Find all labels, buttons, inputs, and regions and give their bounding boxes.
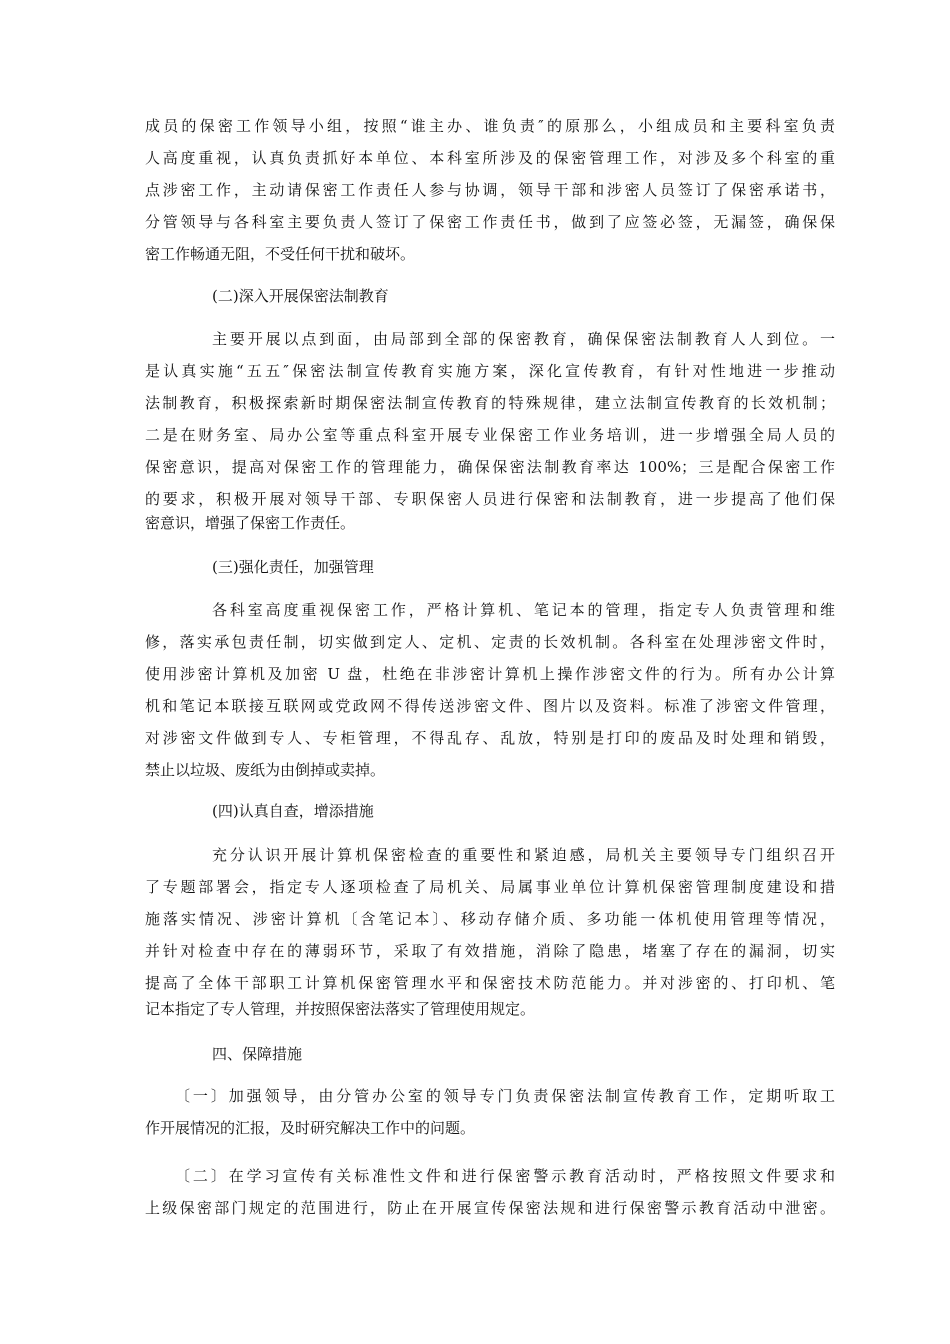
body-text-line: 上级保密部门规定的范围进行，防止在开展宣传保密法规和进行保密警示教育活动中泄密。 [145, 1199, 835, 1217]
section-heading: (四)认真自查，增添措施 [212, 802, 374, 820]
body-text-line: 点涉密工作，主动请保密工作责任人参与协调，领导干部和涉密人员签订了保密承诺书， [145, 181, 835, 199]
body-text-line: 〔二〕在学习宣传有关标准性文件和进行保密警示教育活动时，严格按照文件要求和 [175, 1167, 835, 1185]
body-text-line: 密意识，增强了保密工作责任。 [145, 514, 356, 532]
body-text-line: 是认真实施“五五″保密法制宣传教育实施方案，深化宣传教育，有针对性地进一步推动 [145, 362, 835, 380]
section-heading: (三)强化责任，加强管理 [212, 558, 374, 576]
body-text-line: 二是在财务室、局办公室等重点科室开展专业保密工作业务培训，进一步增强全局人员的 [145, 426, 835, 444]
body-text-line: 对涉密文件做到专人、专柜管理，不得乱存、乱放，特别是打印的废品及时处理和销毁， [145, 729, 835, 747]
body-text-line: 〔一〕加强领导，由分管办公室的领导专门负责保密法制宣传教育工作，定期听取工 [175, 1087, 835, 1105]
body-text-line: 的要求，积极开展对领导干部、专职保密人员进行保密和法制教育，进一步提高了他们保 [145, 490, 835, 508]
section-heading: (二)深入开展保密法制教育 [212, 287, 389, 305]
body-text-line: 法制教育，积极探索新时期保密法制宣传教育的特殊规律，建立法制宣传教育的长效机制； [145, 394, 835, 412]
body-text-line: 记本指定了专人管理，并按照保密法落实了管理使用规定。 [145, 1000, 536, 1018]
body-text-line: 修，落实承包责任制，切实做到定人、定机、定责的长效机制。各科室在处理涉密文件时， [145, 633, 835, 651]
body-text-line: 施落实情况、涉密计算机〔含笔记本〕、移动存储介质、多功能一体机使用管理等情况， [145, 910, 835, 928]
body-text-line: 了专题部署会，指定专人逐项检查了局机关、局属事业单位计算机保密管理制度建设和措 [145, 878, 835, 896]
body-text-line: 提高了全体干部职工计算机保密管理水平和保密技术防范能力。并对涉密的、打印机、笔 [145, 974, 835, 992]
body-text-line: 机和笔记本联接互联网或党政网不得传送涉密文件、图片以及资料。标准了涉密文件管理， [145, 697, 835, 715]
body-text-line: 分管领导与各科室主要负责人签订了保密工作责任书，做到了应签必签，无漏签，确保保 [145, 213, 835, 231]
body-text-line: 并针对检查中存在的薄弱环节，采取了有效措施，消除了隐患，堵塞了存在的漏洞，切实 [145, 942, 835, 960]
body-text-line: 使用涉密计算机及加密 U 盘，杜绝在非涉密计算机上操作涉密文件的行为。所有办公计算 [145, 665, 835, 683]
body-text-line: 各科室高度重视保密工作，严格计算机、笔记本的管理，指定专人负责管理和维 [212, 601, 835, 619]
body-text-line: 充分认识开展计算机保密检查的重要性和紧迫感，局机关主要领导专门组织召开 [212, 846, 835, 864]
body-text-line: 主要开展以点到面，由局部到全部的保密教育，确保保密法制教育人人到位。一 [212, 330, 835, 348]
body-text-line: 人高度重视，认真负责抓好本单位、本科室所涉及的保密管理工作，对涉及多个科室的重 [145, 149, 835, 167]
body-text-line: 禁止以垃圾、废纸为由倒掉或卖掉。 [145, 761, 386, 779]
body-text-line: 保密意识，提高对保密工作的管理能力，确保保密法制教育率达 100%；三是配合保密工作 [145, 458, 835, 476]
body-text-line: 密工作畅通无阻，不受任何干扰和破坏。 [145, 245, 416, 263]
body-text-line: 作开展情况的汇报，及时研究解决工作中的问题。 [145, 1119, 476, 1137]
section-heading: 四、保障措施 [212, 1045, 303, 1063]
body-text-line: 成员的保密工作领导小组，按照“谁主办、谁负责″的原那么，小组成员和主要科室负责 [145, 117, 835, 135]
